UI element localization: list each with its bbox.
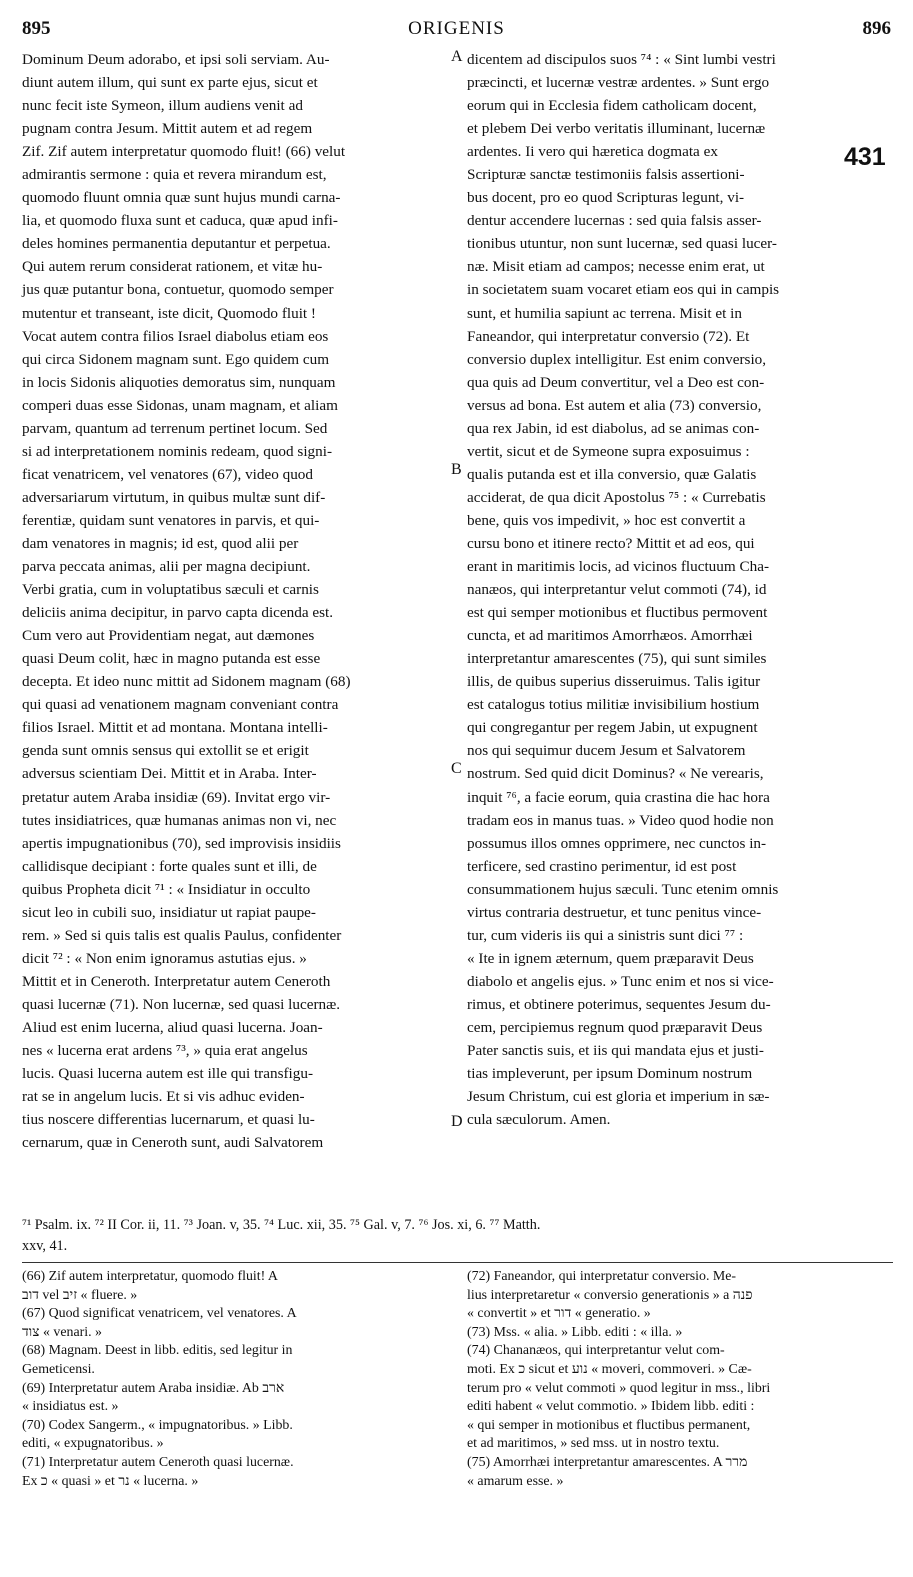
text-line: Zif. Zif autem interpretatur quomodo fluit! (66) velut bbox=[22, 143, 346, 161]
text-line: decepta. Et ideo nunc mittit ad Sidonem magnam (68) bbox=[22, 673, 351, 691]
footnote-line: (70) Codex Sangerm., « impugnatoribus. » Libb. bbox=[22, 1417, 293, 1433]
text-line: cursu bono et itinere recto? Mittit et ad eos, qui bbox=[467, 534, 755, 552]
page-header bbox=[22, 18, 891, 44]
footnotes-right-column bbox=[467, 1268, 893, 1491]
text-line: Verbi gratia, cum in voluptatibus sæculi et carnis bbox=[22, 581, 319, 599]
text-line: in societatem suam vocaret etiam eos qui in campis bbox=[467, 281, 780, 299]
text-line: versus ad bona. Est autem et alia (73) conversio, bbox=[467, 396, 762, 414]
text-line: lucis. Quasi lucerna autem est ille qui transfigu- bbox=[22, 1065, 314, 1083]
footnotes-left-column bbox=[22, 1268, 448, 1491]
text-line: qui congregantur per regem Jabin, ut expugnent bbox=[467, 719, 758, 737]
footnote-line: editi habent « velut commotio. » Ibidem libb. editi : bbox=[467, 1399, 755, 1415]
text-line: filios Israel. Mittit et ad montana. Montana intelli- bbox=[22, 719, 328, 737]
footnote-line: Gemeticensi. bbox=[22, 1361, 95, 1377]
text-line: rat se in angelum lucis. Et si vis adhuc eviden- bbox=[22, 1088, 305, 1106]
footnote-line: (71) Interpretatur autem Ceneroth quasi lucernæ. bbox=[22, 1454, 294, 1470]
text-line: nostrum. Sed quid dicit Dominus? « Ne verearis, bbox=[467, 765, 764, 783]
footnote-line: et ad maritimos, » sed mss. ut in nostro textu. bbox=[467, 1436, 720, 1452]
text-line: tutes insidiatrices, quæ humanas animas non vi, nec bbox=[22, 811, 337, 829]
column-number-431: 431 bbox=[844, 143, 886, 171]
text-line: conversio duplex intelligitur. Est enim conversio, bbox=[467, 350, 767, 368]
text-line: lia, et quomodo fluxa sunt et caduca, quæ apud infi- bbox=[22, 212, 338, 230]
text-line: qui quasi ad venationem magnam conveniant contra bbox=[22, 696, 339, 714]
footnote-line: Ex כ « quasi » et נר « lucerna. » bbox=[22, 1473, 199, 1489]
text-line: dam venatores in magnis; id est, quod alii per bbox=[22, 534, 299, 552]
footnote-line: צוד « venari. » bbox=[22, 1324, 103, 1340]
text-line: virtus contraria destruetur, et tunc penitus vince- bbox=[467, 903, 762, 921]
footnote-line: « amarum esse. » bbox=[467, 1473, 564, 1489]
text-line: quomodo fluunt omnia quæ sunt hujus mundi carna- bbox=[22, 189, 341, 207]
footnote-line: « convertit » et דור « generatio. » bbox=[467, 1306, 651, 1322]
margin-marker-a: A bbox=[451, 48, 463, 65]
text-line: inquit ⁷⁶, a facie eorum, quia crastina die hac hora bbox=[467, 788, 770, 806]
footnote-line: דוב vel זיב « fluere. » bbox=[22, 1287, 138, 1303]
margin-marker-d: D bbox=[451, 1113, 463, 1130]
text-line: Pater sanctis suis, et iis qui mandata ejus et justi- bbox=[467, 1042, 764, 1060]
text-line: erant in maritimis locis, ad vicinos fluctuum Cha- bbox=[467, 558, 769, 576]
text-line: quasi lucernæ (71). Non lucernæ, sed quasi lucernæ. bbox=[22, 995, 341, 1013]
text-line: ferentiæ, quidam sunt venatores in parvis, et qui- bbox=[22, 511, 320, 529]
text-line: præcincti, et lucernæ vestræ ardentes. » Sunt ergo bbox=[467, 74, 770, 92]
text-line: qualis putanda est et illa conversio, quæ Galatis bbox=[467, 465, 757, 483]
text-line: dicentem ad discipulos suos ⁷⁴ : « Sint lumbi vestri bbox=[467, 51, 776, 68]
text-line: terficere, sed crastino perimentur, id est post bbox=[467, 857, 737, 875]
right-text-column bbox=[467, 48, 893, 1131]
text-line: Dominum Deum adorabo, et ipsi soli serviam. Au- bbox=[22, 51, 330, 68]
text-line: adversariarum virtutum, in quibus multæ sunt dif- bbox=[22, 488, 326, 506]
footnote-line: (67) Quod significat venatricem, vel venatores. A bbox=[22, 1306, 297, 1322]
scripture-references bbox=[22, 1215, 893, 1257]
text-line: Faneandor, qui interpretatur conversio (72). Et bbox=[467, 327, 750, 345]
text-line: cula sæculorum. Amen. bbox=[467, 1111, 611, 1129]
text-line: sunt, et humilia sapiunt ac terrena. Misit et in bbox=[467, 304, 742, 322]
text-line: apertis impugnationibus (70), sed improvisis insidiis bbox=[22, 834, 341, 852]
scripture-ref-line-2: xxv, 41. bbox=[22, 1238, 68, 1254]
footnote-line: « qui semper in motionibus et fluctibus permanent, bbox=[467, 1417, 751, 1433]
text-line: Vocat autem contra filios Israel diabolus etiam eos bbox=[22, 327, 329, 345]
text-line: cem, percipiemus regnum quod præparavit Deus bbox=[467, 1018, 763, 1036]
text-line: est qui semper motionibus et fluctibus permovent bbox=[467, 604, 768, 622]
text-line: Mittit et in Ceneroth. Interpretatur autem Ceneroth bbox=[22, 972, 331, 990]
text-line: Jesum Christum, cui est gloria et imperium in sæ- bbox=[467, 1088, 770, 1106]
text-line: rem. » Sed si quis talis est qualis Paulus, confidenter bbox=[22, 926, 342, 944]
text-line: possumus illos omnes opprimere, nec cunctos in- bbox=[467, 834, 767, 852]
text-line: deles homines permanentia deputantur et perpetua. bbox=[22, 235, 331, 253]
footnote-line: lius interpretaretur « conversio generationis » a פנה bbox=[467, 1287, 753, 1303]
text-line: genda sunt omnis sensus qui extollit se et erigit bbox=[22, 742, 309, 760]
text-line: tradam eos in manus tuas. » Video quod hodie non bbox=[467, 811, 774, 829]
text-line: consummationem hujus sæculi. Tunc etenim omnis bbox=[467, 880, 779, 898]
text-line: « Ite in ignem æternum, quem præparavit Deus bbox=[467, 949, 754, 967]
text-line: et plebem Dei verbo veritatis illuminant, lucernæ bbox=[467, 120, 766, 138]
left-text-column bbox=[22, 48, 448, 1154]
footnote-line: (69) Interpretatur autem Araba insidiæ. Ab ארב bbox=[22, 1380, 285, 1396]
margin-marker-c: C bbox=[451, 760, 462, 777]
text-line: quasi Deum colit, hæc in magno putanda est esse bbox=[22, 650, 321, 668]
footnote-line: editi, « expugnatoribus. » bbox=[22, 1436, 164, 1452]
text-line: eorum qui in Ecclesia fidem catholicam docent, bbox=[467, 97, 757, 115]
text-line: pugnam contra Jesum. Mittit autem et ad regem bbox=[22, 120, 313, 138]
text-line: comperi duas esse Sidonas, unam magnam, et aliam bbox=[22, 396, 338, 414]
footnote-divider bbox=[22, 1262, 893, 1263]
text-line: sicut leo in cubili suo, insidiatur ut rapiat paupe- bbox=[22, 903, 316, 921]
text-line: Qui autem rerum considerat rationem, et vitæ hu- bbox=[22, 258, 323, 276]
scripture-ref-line-1: ⁷¹ Psalm. ix. ⁷² II Cor. ii, 11. ⁷³ Joan. v, 35. ⁷⁴ Luc. xii, 35. ⁷⁵ Gal. v, 7. ⁷⁶ Jos. xi, 6. ⁷⁷ Matth. bbox=[22, 1217, 541, 1233]
text-line: bene, quis vos impedivit, » hoc est convertit a bbox=[467, 511, 746, 529]
text-line: qua rex Jabin, id est diabolus, ad se animas con- bbox=[467, 419, 760, 437]
text-line: est catalogus totius militiæ invisibilium hostium bbox=[467, 696, 760, 714]
text-line: tionibus utuntur, non sunt lucernæ, sed quasi lucer- bbox=[467, 235, 777, 253]
text-line: ardentes. Ii vero qui hæretica dogmata ex bbox=[467, 143, 718, 161]
footnote-line: (66) Zif autem interpretatur, quomodo fluit! A bbox=[22, 1269, 278, 1284]
footnote-line: (75) Amorrhæi interpretantur amarescentes. A מרר bbox=[467, 1454, 748, 1470]
text-line: ficat venatricem, vel venatores (67), video quod bbox=[22, 465, 313, 483]
text-line: parvam, quantum ad terrenum pertinet locum. Sed bbox=[22, 419, 328, 437]
text-line: Scripturæ sanctæ testimoniis falsis assertioni- bbox=[467, 166, 745, 184]
text-line: jus quæ putantur bona, contuetur, quomodo semper bbox=[22, 281, 334, 299]
text-line: admirantis sermone : quia et revera mirandum est, bbox=[22, 166, 327, 184]
margin-marker-b: B bbox=[451, 461, 462, 478]
text-line: nos qui sequimur ducem Jesum et Salvatorem bbox=[467, 742, 746, 760]
text-line: bus docent, pro eo quod Scripturas legunt, vi- bbox=[467, 189, 745, 207]
footnote-line: « insidiatus est. » bbox=[22, 1399, 119, 1415]
running-title: ORIGENIS bbox=[408, 18, 505, 39]
page-number-left: 895 bbox=[22, 18, 51, 39]
text-line: mutentur et transeant, iste dicit, Quomodo fluit ! bbox=[22, 304, 316, 322]
text-line: Aliud est enim lucerna, aliud quasi lucerna. Joan- bbox=[22, 1018, 323, 1036]
text-line: parva peccata animas, alii per magna decipiunt. bbox=[22, 558, 311, 576]
text-line: tius noscere differentias lucernarum, et quasi lu- bbox=[22, 1111, 315, 1129]
text-line: nunc fecit iste Symeon, illum audiens venit ad bbox=[22, 97, 303, 115]
text-line: in locis Sidonis aliquoties demoratus sim, nunquam bbox=[22, 373, 336, 391]
text-line: diunt autem illum, qui sunt ex parte ejus, sicut et bbox=[22, 74, 318, 92]
text-line: callidisque decipiant : forte quales sunt et illi, de bbox=[22, 857, 317, 875]
text-line: deliciis anima decipitur, in parvo capta dicenda est. bbox=[22, 604, 334, 622]
footnote-line: moti. Ex כ sicut et נוע « moveri, commoveri. » Cæ- bbox=[467, 1361, 752, 1377]
text-line: qui circa Sidonem magnam sunt. Ego quidem cum bbox=[22, 350, 330, 368]
text-line: si ad interpretationem nominis redeam, quod signi- bbox=[22, 442, 333, 460]
text-line: quibus Propheta dicit ⁷¹ : « Insidiatur in occulto bbox=[22, 880, 311, 898]
footnote-line: (74) Chananæos, qui interpretantur velut com- bbox=[467, 1343, 725, 1359]
footnote-line: (72) Faneandor, qui interpretatur conversio. Me- bbox=[467, 1269, 737, 1284]
text-line: diabolo et angelis ejus. » Tunc enim et nos si vice- bbox=[467, 972, 774, 990]
text-line: næ. Misit etiam ad campos; necesse enim erat, ut bbox=[467, 258, 765, 276]
text-line: dicit ⁷² : « Non enim ignoramus astutias ejus. » bbox=[22, 949, 307, 967]
text-line: rimus, et obtinere poterimus, sequentes Jesum du- bbox=[467, 995, 771, 1013]
text-line: tur, cum videris iis qui a sinistris sunt dici ⁷⁷ : bbox=[467, 926, 744, 944]
text-line: adversus scientiam Dei. Mittit et in Araba. Inter- bbox=[22, 765, 317, 783]
footnote-line: terum pro « velut commoti » quod legitur in mss., libri bbox=[467, 1380, 771, 1396]
text-line: dentur accendere lucernas : sed quia falsis asser- bbox=[467, 212, 762, 230]
text-line: qua quis ad Deum convertitur, vel a Deo est con- bbox=[467, 373, 765, 391]
text-line: cuncta, et ad maritimos Amorrhæos. Amorrhæi bbox=[467, 627, 753, 645]
page-number-right: 896 bbox=[862, 18, 891, 39]
text-line: vertit, sicut et de Symeone supra exposuimus : bbox=[467, 442, 750, 460]
footnote-line: (68) Magnam. Deest in libb. editis, sed legitur in bbox=[22, 1343, 293, 1359]
text-line: tias impleverunt, per ipsum Dominum nostrum bbox=[467, 1065, 753, 1083]
footnote-line: (73) Mss. « alia. » Libb. editi : « illa. » bbox=[467, 1324, 683, 1340]
text-line: nanæos, qui interpretantur velut commoti (74), id bbox=[467, 581, 767, 599]
text-line: acciderat, de qua dicit Apostolus ⁷⁵ : « Currebatis bbox=[467, 488, 766, 506]
text-line: cernarum, quæ in Ceneroth sunt, audi Salvatorem bbox=[22, 1134, 324, 1152]
text-line: interpretantur amarescentes (75), qui sunt similes bbox=[467, 650, 767, 668]
text-line: nes « lucerna erat ardens ⁷³, » quia erat angelus bbox=[22, 1042, 308, 1060]
text-line: illis, de quibus superius disseruimus. Talis igitur bbox=[467, 673, 761, 691]
text-line: pretatur autem Araba insidiæ (69). Invitat ergo vir- bbox=[22, 788, 331, 806]
text-line: Cum vero aut Providentiam negat, aut dæmones bbox=[22, 627, 315, 645]
